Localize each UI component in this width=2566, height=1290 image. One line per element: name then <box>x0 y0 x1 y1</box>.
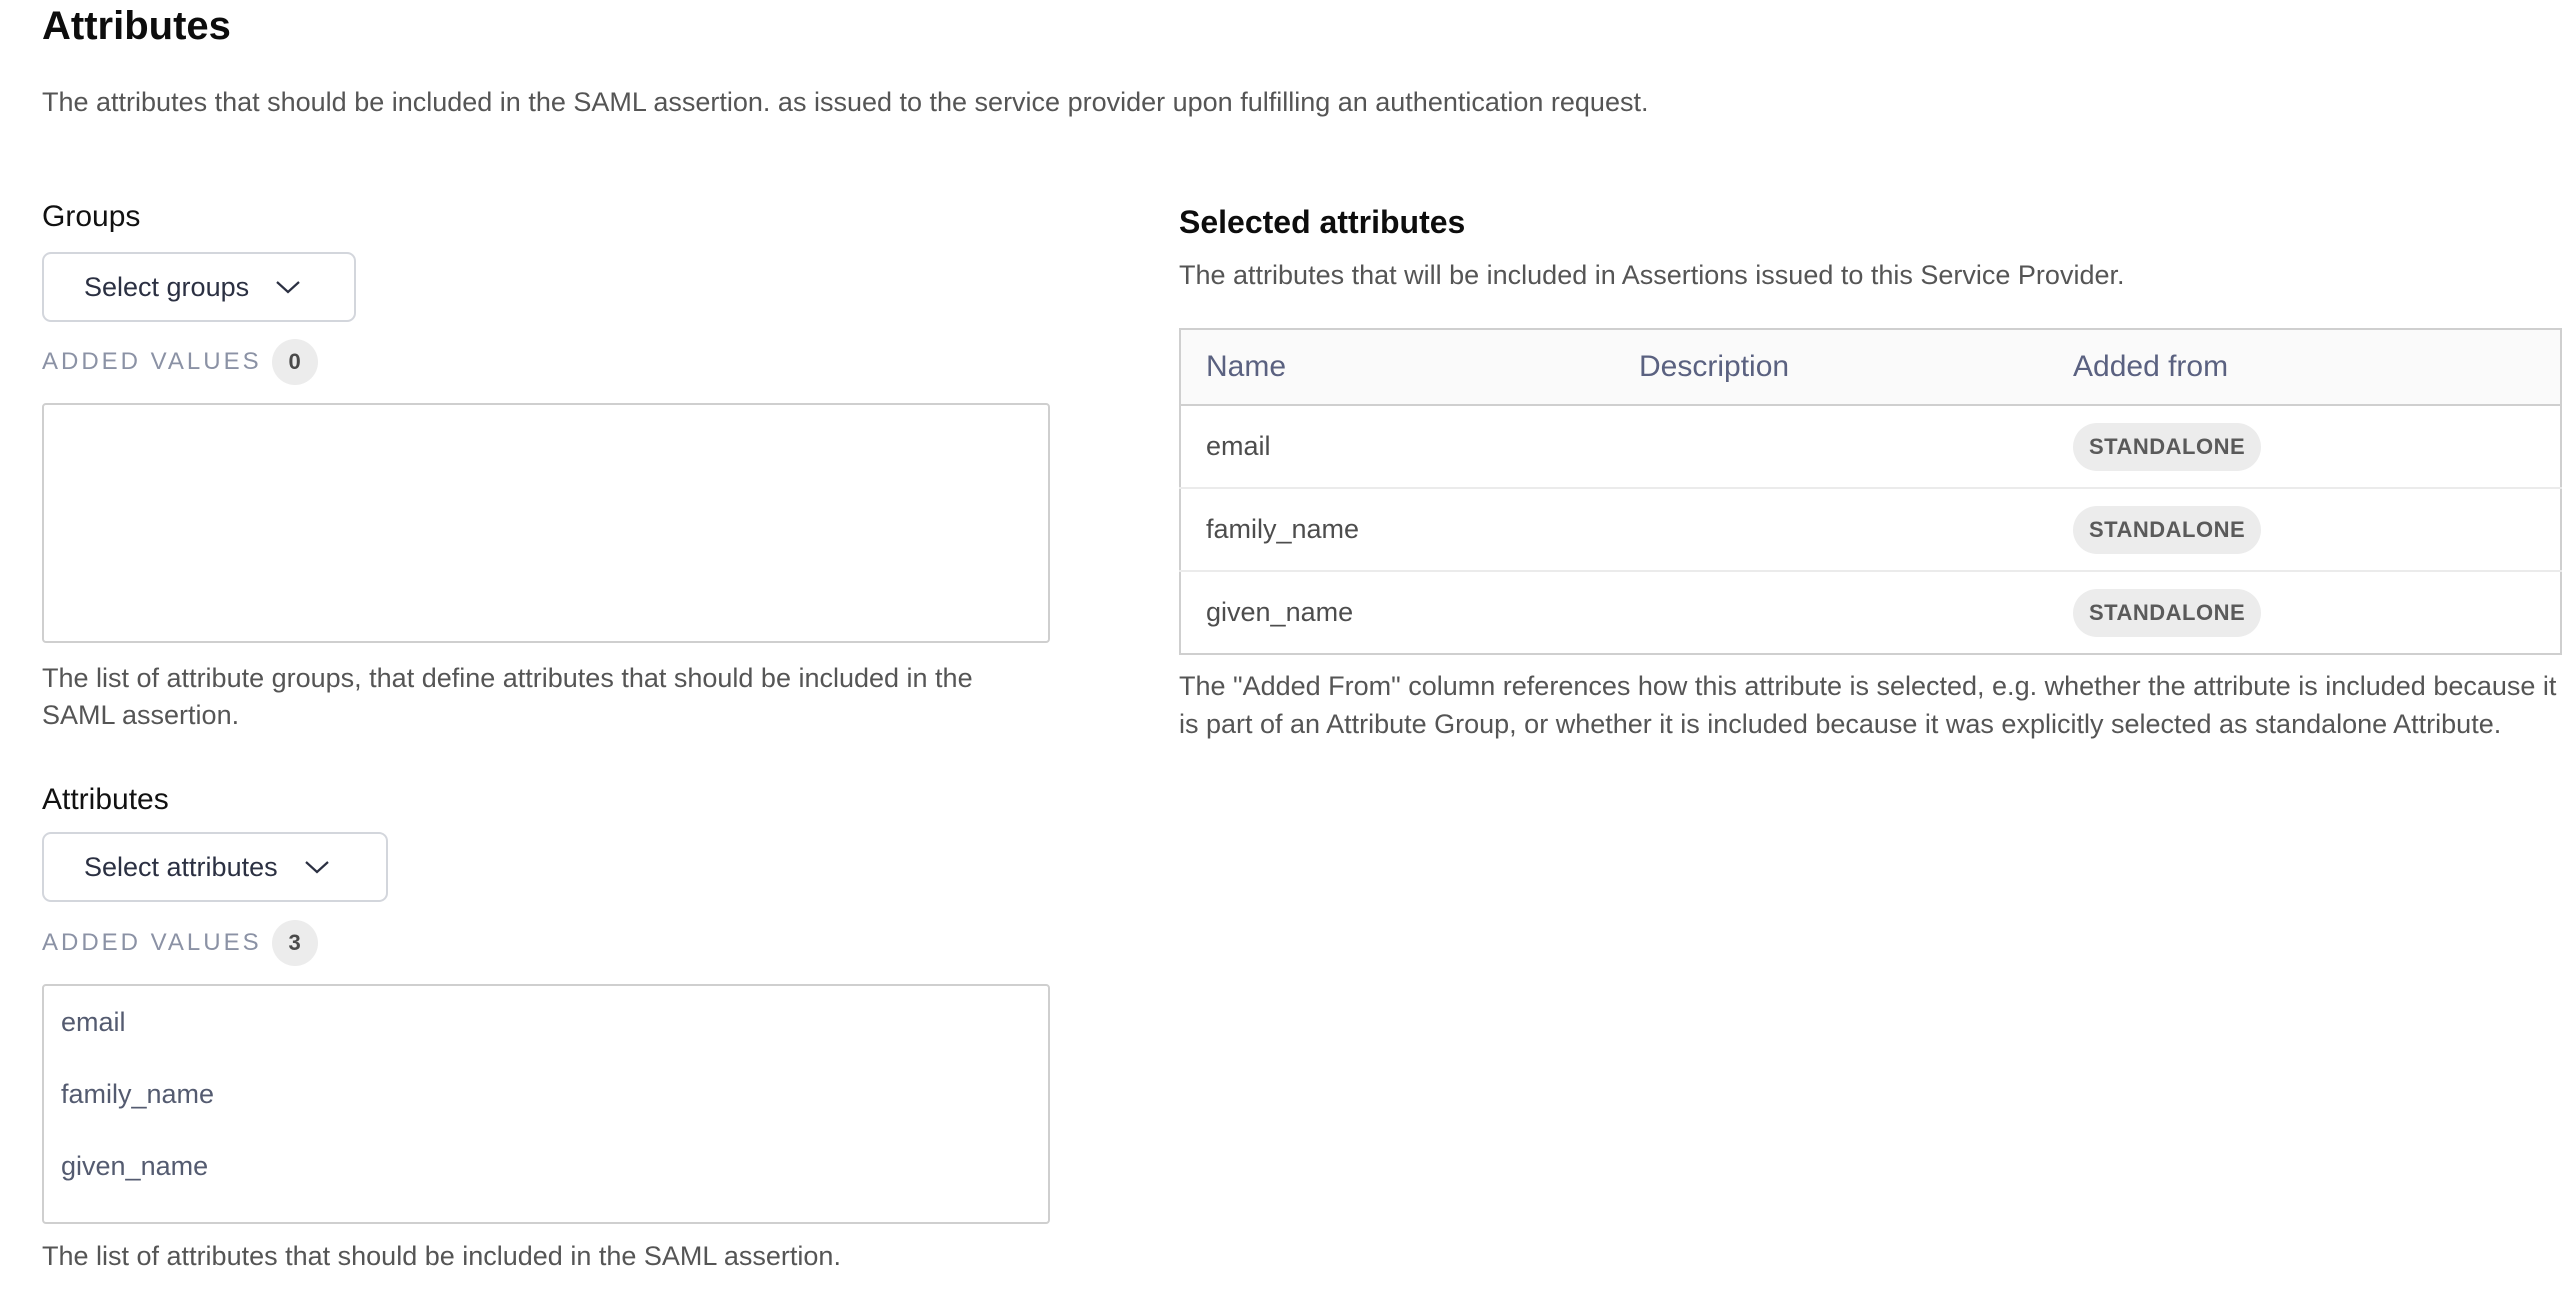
page-title: Attributes <box>42 4 231 48</box>
table-header-row <box>1180 329 2561 405</box>
attributes-values-box[interactable] <box>42 984 1050 1224</box>
select-groups-dropdown[interactable] <box>42 252 356 322</box>
select-attributes-dropdown[interactable] <box>42 832 388 902</box>
groups-help-text: The list of attribute groups, that define attributes that should be included in the SAML assertion. <box>42 663 973 730</box>
cell-name: family_name <box>1180 488 1614 571</box>
select-groups-label: Select groups <box>84 271 250 302</box>
source-badge: STANDALONE <box>2073 423 2261 471</box>
added-from-footnote: The "Added From" column references how this attribute is selected, e.g. whether the attribute is included because it is part of an Attribute Group, or whether it is included because it was explicitly selected as standalone Attribute. <box>1179 671 2557 739</box>
cell-description <box>1614 488 2048 571</box>
attributes-help-text: The list of attributes that should be included in the SAML assertion. <box>42 1241 841 1271</box>
value-item-family-name[interactable]: family_name <box>61 1079 215 1109</box>
source-badge: STANDALONE <box>2073 589 2261 637</box>
selected-attributes-description: The attributes that will be included in Assertions issued to this Service Provider. <box>1179 260 2125 290</box>
value-item-given-name[interactable]: given_name <box>61 1151 209 1181</box>
groups-added-values <box>42 339 1050 385</box>
selected-attributes-table <box>1179 328 2562 655</box>
attributes-section <box>42 782 1050 1275</box>
selected-attributes-title: Selected attributes <box>1179 204 1466 240</box>
cell-description <box>1614 571 2048 654</box>
source-badge: STANDALONE <box>2073 506 2261 554</box>
table-row <box>1180 488 2561 571</box>
groups-label: Groups <box>42 200 141 233</box>
groups-values-box[interactable] <box>42 403 1050 643</box>
cell-name: given_name <box>1206 597 1354 627</box>
column-header-added-from: Added from <box>2048 329 2561 405</box>
chevron-down-icon <box>275 279 301 295</box>
added-values-label: ADDED VALUES <box>42 348 262 375</box>
groups-section <box>42 199 1050 734</box>
column-header-name: Name <box>1180 329 1614 405</box>
page-description: The attributes that should be included in the SAML assertion. as issued to the service provider upon fulfilling an authentication request. <box>42 87 1649 117</box>
value-item-email[interactable]: email <box>61 1007 126 1037</box>
attributes-count-badge: 3 <box>272 920 318 966</box>
table-row <box>1180 571 2561 654</box>
cell-description <box>1614 405 2048 488</box>
attributes-value-list <box>44 986 1048 1216</box>
cell-added-from <box>2048 571 2561 654</box>
attributes-label: Attributes <box>42 783 169 816</box>
chevron-down-icon <box>304 859 330 875</box>
table-row <box>1180 405 2561 488</box>
column-header-description: Description <box>1614 329 2048 405</box>
attributes-added-values <box>42 920 1050 966</box>
select-attributes-label: Select attributes <box>84 851 278 882</box>
added-values-label: ADDED VALUES <box>42 929 262 956</box>
cell-name: email <box>1180 405 1614 488</box>
cell-added-from <box>2048 488 2561 571</box>
cell-added-from <box>2048 405 2561 488</box>
groups-count-badge: 0 <box>272 339 318 385</box>
